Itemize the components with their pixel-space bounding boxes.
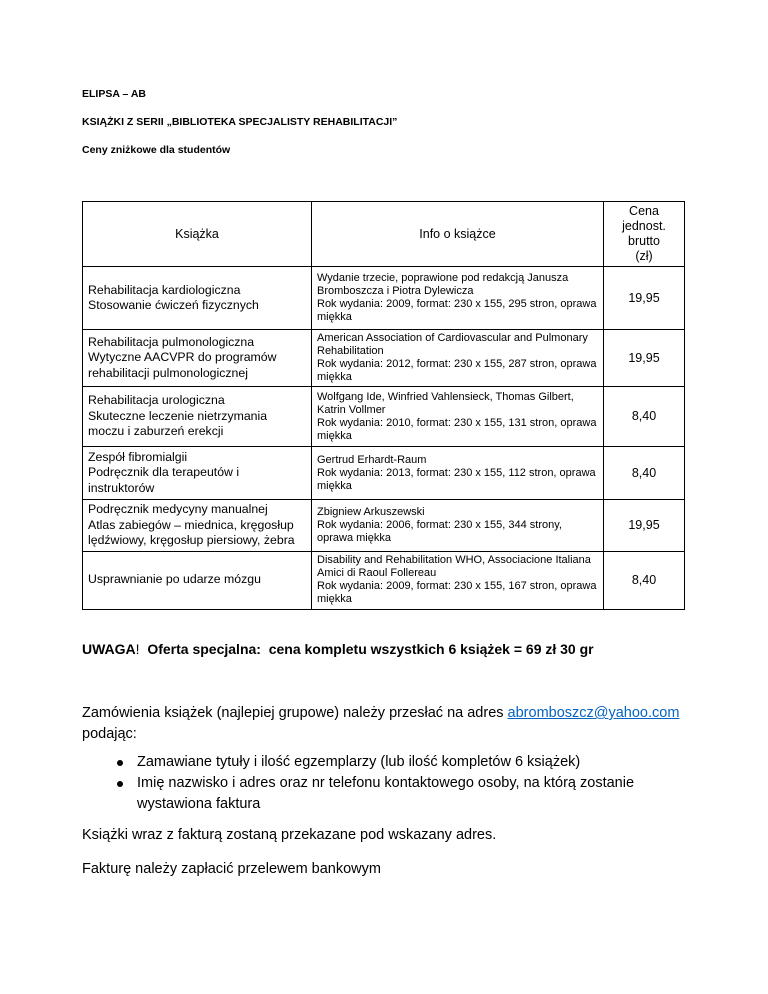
book-info: American Association of Cardiovascular and Pulmonary Rehabilitation Rok wydania: 2012, format: 230 x 155, 287 stron, oprawa miękka <box>312 330 604 387</box>
book-info: Wydanie trzecie, poprawione pod redakcją Janusza Bromboszcza i Piotra Dylewicza Rok wydania: 2009, format: 230 x 155, 295 stron, oprawa miękka <box>312 267 604 330</box>
table-row <box>83 267 685 330</box>
book-info: Wolfgang Ide, Winfried Vahlensieck, Thomas Gilbert, Katrin Vollmer Rok wydania: 2010, format: 230 x 155, 131 stron, oprawa miękka <box>312 387 604 447</box>
list-item-text: Imię nazwisko i adres oraz nr telefonu kontaktowego osoby, na którą zostanie wystawiona faktura <box>137 775 635 812</box>
bullet-icon <box>117 781 123 787</box>
list-item <box>82 752 692 773</box>
table-row <box>83 330 685 387</box>
book-title: Rehabilitacja pulmonologiczna Wytyczne AACVPR do programów rehabilitacji pulmonologicznej <box>83 330 312 387</box>
book-info: Gertrud Erhardt-Raum Rok wydania: 2013, format: 230 x 155, 112 stron, oprawa miękka <box>312 447 604 500</box>
bullet-icon <box>117 760 123 766</box>
payment-note: Fakturę należy zapłacić przelewem bankowym <box>82 861 381 877</box>
book-title: Zespół fibromialgii Podręcznik dla terapeutów i instruktorów <box>83 447 312 500</box>
book-price: 8,40 <box>604 387 685 447</box>
table-row <box>83 447 685 500</box>
special-offer-notice <box>82 641 594 657</box>
column-header-info: Info o książce <box>312 202 604 267</box>
order-intro: Zamówienia książek (najlepiej grupowe) należy przesłać na adres <box>82 705 508 721</box>
company-name: ELIPSA – AB <box>82 88 146 100</box>
delivery-note: Książki wraz z fakturą zostaną przekazane pod wskazany adres. <box>82 827 497 843</box>
book-title: Rehabilitacja urologiczna Skuteczne leczenie nietrzymania moczu i zaburzeń erekcji <box>83 387 312 447</box>
book-price: 19,95 <box>604 267 685 330</box>
table-row <box>83 500 685 552</box>
order-intro-end: podając: <box>82 726 137 742</box>
column-header-book: Książka <box>83 202 312 267</box>
series-title: KSIĄŻKI Z SERII „BIBLIOTEKA SPECJALISTY REHABILITACJI” <box>82 116 398 128</box>
book-title: Rehabilitacja kardiologiczna Stosowanie ćwiczeń fizycznych <box>83 267 312 330</box>
book-price: 19,95 <box>604 330 685 387</box>
book-title: Podręcznik medycyny manualnej Atlas zabiegów – miednica, kręgosłup lędźwiowy, kręgosłup piersiowy, żebra <box>83 500 312 552</box>
book-price: 8,40 <box>604 447 685 500</box>
book-price: 19,95 <box>604 500 685 552</box>
table-row <box>83 551 685 609</box>
order-requirements-list <box>82 752 692 815</box>
notice-prefix: UWAGA <box>82 641 136 657</box>
column-header-price: Cena jednost. brutto (zł) <box>604 202 685 267</box>
student-prices-heading: Ceny zniżkowe dla studentów <box>82 144 231 156</box>
book-price: 8,40 <box>604 551 685 609</box>
order-instructions <box>82 703 692 745</box>
list-item-text: Zamawiane tytuły i ilość egzemplarzy (lub ilość kompletów 6 książek) <box>137 754 581 770</box>
book-info: Zbigniew Arkuszewski Rok wydania: 2006, format: 230 x 155, 344 strony, oprawa miękka <box>312 500 604 552</box>
table-header-row <box>83 202 685 267</box>
list-item <box>82 773 692 815</box>
books-table <box>82 201 685 610</box>
notice-exclaim: ! <box>135 641 140 657</box>
table-row <box>83 387 685 447</box>
book-info: Disability and Rehabilitation WHO, Associacione Italiana Amici di Raoul Follereau Rok wydania: 2009, format: 230 x 155, 167 stron, oprawa miękka <box>312 551 604 609</box>
book-title: Usprawnianie po udarze mózgu <box>83 551 312 609</box>
notice-text: Oferta specjalna: cena kompletu wszystkich 6 książek = 69 zł 30 gr <box>139 641 594 657</box>
email-link[interactable]: abromboszcz@yahoo.com <box>507 705 680 721</box>
